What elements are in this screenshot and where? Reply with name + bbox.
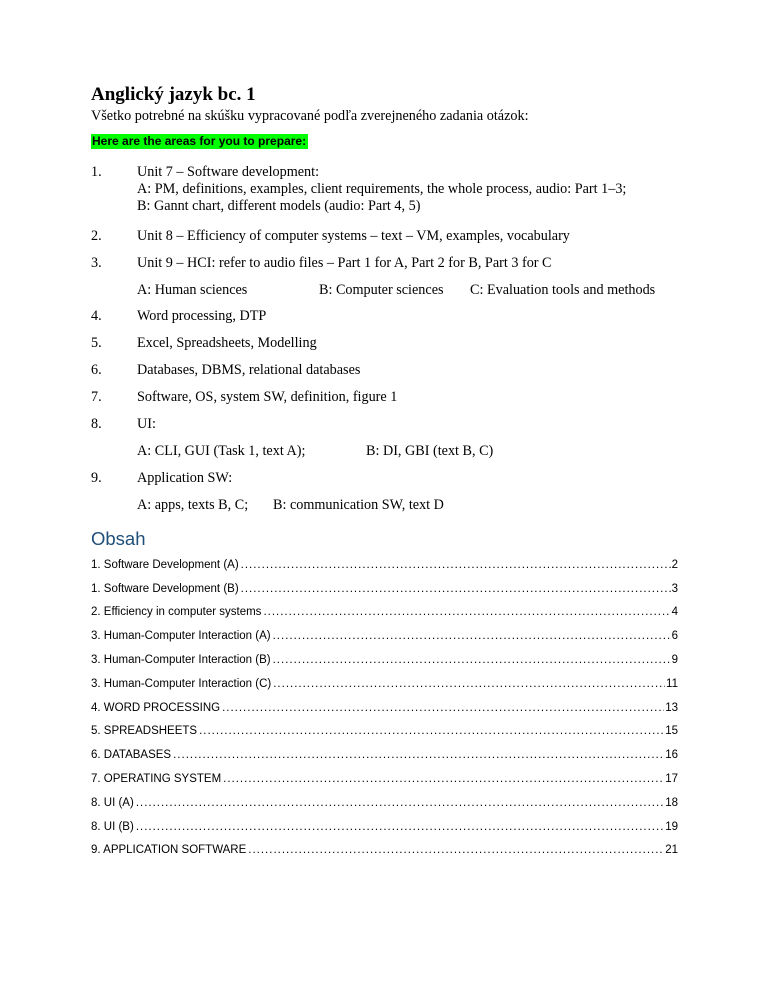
item-number: 5. (91, 335, 102, 351)
toc-entry-label: 9. APPLICATION SOFTWARE (91, 844, 247, 857)
toc-entry-page: 11 (666, 677, 678, 690)
item-number: 4. (91, 308, 102, 324)
toc-entry[interactable] (91, 720, 678, 744)
item-subtext: A: apps, texts B, C; (137, 497, 249, 513)
toc-leader (136, 821, 664, 833)
toc-entry-page: 19 (665, 820, 678, 833)
toc-leader (173, 749, 664, 761)
toc-leader (273, 654, 671, 666)
table-of-contents (91, 553, 678, 862)
document-subtitle: Všetko potrebné na skúšku vypracované podľa zverejneného zadania otázok: (91, 108, 529, 124)
item-text: Software, OS, system SW, definition, figure 1 (137, 389, 398, 405)
item-number: 1. (91, 164, 102, 180)
toc-entry-label: 8. UI (A) (91, 796, 134, 809)
toc-entry[interactable] (91, 815, 678, 839)
item-number: 9. (91, 470, 102, 486)
toc-entry[interactable] (91, 553, 678, 577)
toc-entry[interactable] (91, 839, 678, 863)
toc-entry-page: 18 (665, 796, 678, 809)
toc-entry[interactable] (91, 767, 678, 791)
toc-leader (248, 844, 664, 856)
item-number: 7. (91, 389, 102, 405)
toc-entry[interactable] (91, 624, 678, 648)
toc-entry-label: 7. OPERATING SYSTEM (91, 773, 222, 786)
toc-leader (241, 559, 671, 571)
toc-entry-label: 1. Software Development (B) (91, 582, 239, 595)
item-text: A: PM, definitions, examples, client requirements, the whole process, audio: Part 1–3; (137, 181, 627, 197)
toc-leader (263, 606, 670, 618)
toc-entry-page: 17 (665, 773, 678, 786)
toc-leader (241, 583, 671, 595)
toc-entry[interactable] (91, 648, 678, 672)
item-number: 3. (91, 255, 102, 271)
item-subtext: B: Computer sciences (319, 282, 444, 298)
toc-entry-page: 13 (665, 701, 678, 714)
toc-entry-page: 16 (665, 749, 678, 762)
toc-leader (199, 725, 664, 737)
item-text: Databases, DBMS, relational databases (137, 362, 361, 378)
toc-entry-page: 2 (671, 558, 678, 571)
item-text: Word processing, DTP (137, 308, 267, 324)
item-subtext: A: Human sciences (137, 282, 248, 298)
item-subtext: A: CLI, GUI (Task 1, text A); (137, 443, 306, 459)
toc-entry-label: 5. SPREADSHEETS (91, 725, 198, 738)
item-subtext: B: communication SW, text D (273, 497, 444, 513)
toc-entry-label: 3. Human-Computer Interaction (C) (91, 677, 272, 690)
item-text: Unit 8 – Efficiency of computer systems – text – VM, examples, vocabulary (137, 228, 570, 244)
toc-entry-page: 21 (665, 844, 678, 857)
toc-entry[interactable] (91, 696, 678, 720)
toc-entry-label: 1. Software Development (A) (91, 558, 239, 571)
item-number: 2. (91, 228, 102, 244)
item-text: B: Gannt chart, different models (audio: Part 4, 5) (137, 198, 421, 214)
item-text: Excel, Spreadsheets, Modelling (137, 335, 317, 351)
item-subtext: C: Evaluation tools and methods (470, 282, 656, 298)
toc-entry-label: 3. Human-Computer Interaction (B) (91, 654, 271, 667)
toc-entry-label: 3. Human-Computer Interaction (A) (91, 630, 271, 643)
toc-entry[interactable] (91, 743, 678, 767)
item-text: Application SW: (137, 470, 233, 486)
toc-entry-page: 15 (665, 725, 678, 738)
item-text: Unit 7 – Software development: (137, 164, 320, 180)
item-text: Unit 9 – HCI: refer to audio files – Part 1 for A, Part 2 for B, Part 3 for C (137, 255, 552, 271)
toc-entry[interactable] (91, 601, 678, 625)
item-subtext: B: DI, GBI (text B, C) (366, 443, 494, 459)
toc-leader (273, 678, 665, 690)
toc-entry-page: 4 (671, 606, 678, 619)
toc-entry[interactable] (91, 791, 678, 815)
item-text: UI: (137, 416, 156, 432)
highlighted-heading: Here are the areas for you to prepare: (92, 134, 307, 148)
toc-leader (136, 797, 664, 809)
toc-entry[interactable] (91, 672, 678, 696)
toc-entry-label: 6. DATABASES (91, 749, 172, 762)
toc-leader (223, 773, 664, 785)
toc-entry-label: 4. WORD PROCESSING (91, 701, 221, 714)
toc-entry-page: 6 (671, 630, 678, 643)
document-title: Anglický jazyk bc. 1 (91, 84, 256, 105)
item-number: 6. (91, 362, 102, 378)
toc-heading: Obsah (91, 528, 146, 549)
toc-entry[interactable] (91, 577, 678, 601)
item-number: 8. (91, 416, 102, 432)
toc-leader (273, 630, 671, 642)
toc-entry-page: 3 (671, 582, 678, 595)
toc-entry-label: 2. Efficiency in computer systems (91, 606, 262, 619)
toc-entry-page: 9 (671, 654, 678, 667)
toc-entry-label: 8. UI (B) (91, 820, 134, 833)
toc-leader (222, 702, 664, 714)
